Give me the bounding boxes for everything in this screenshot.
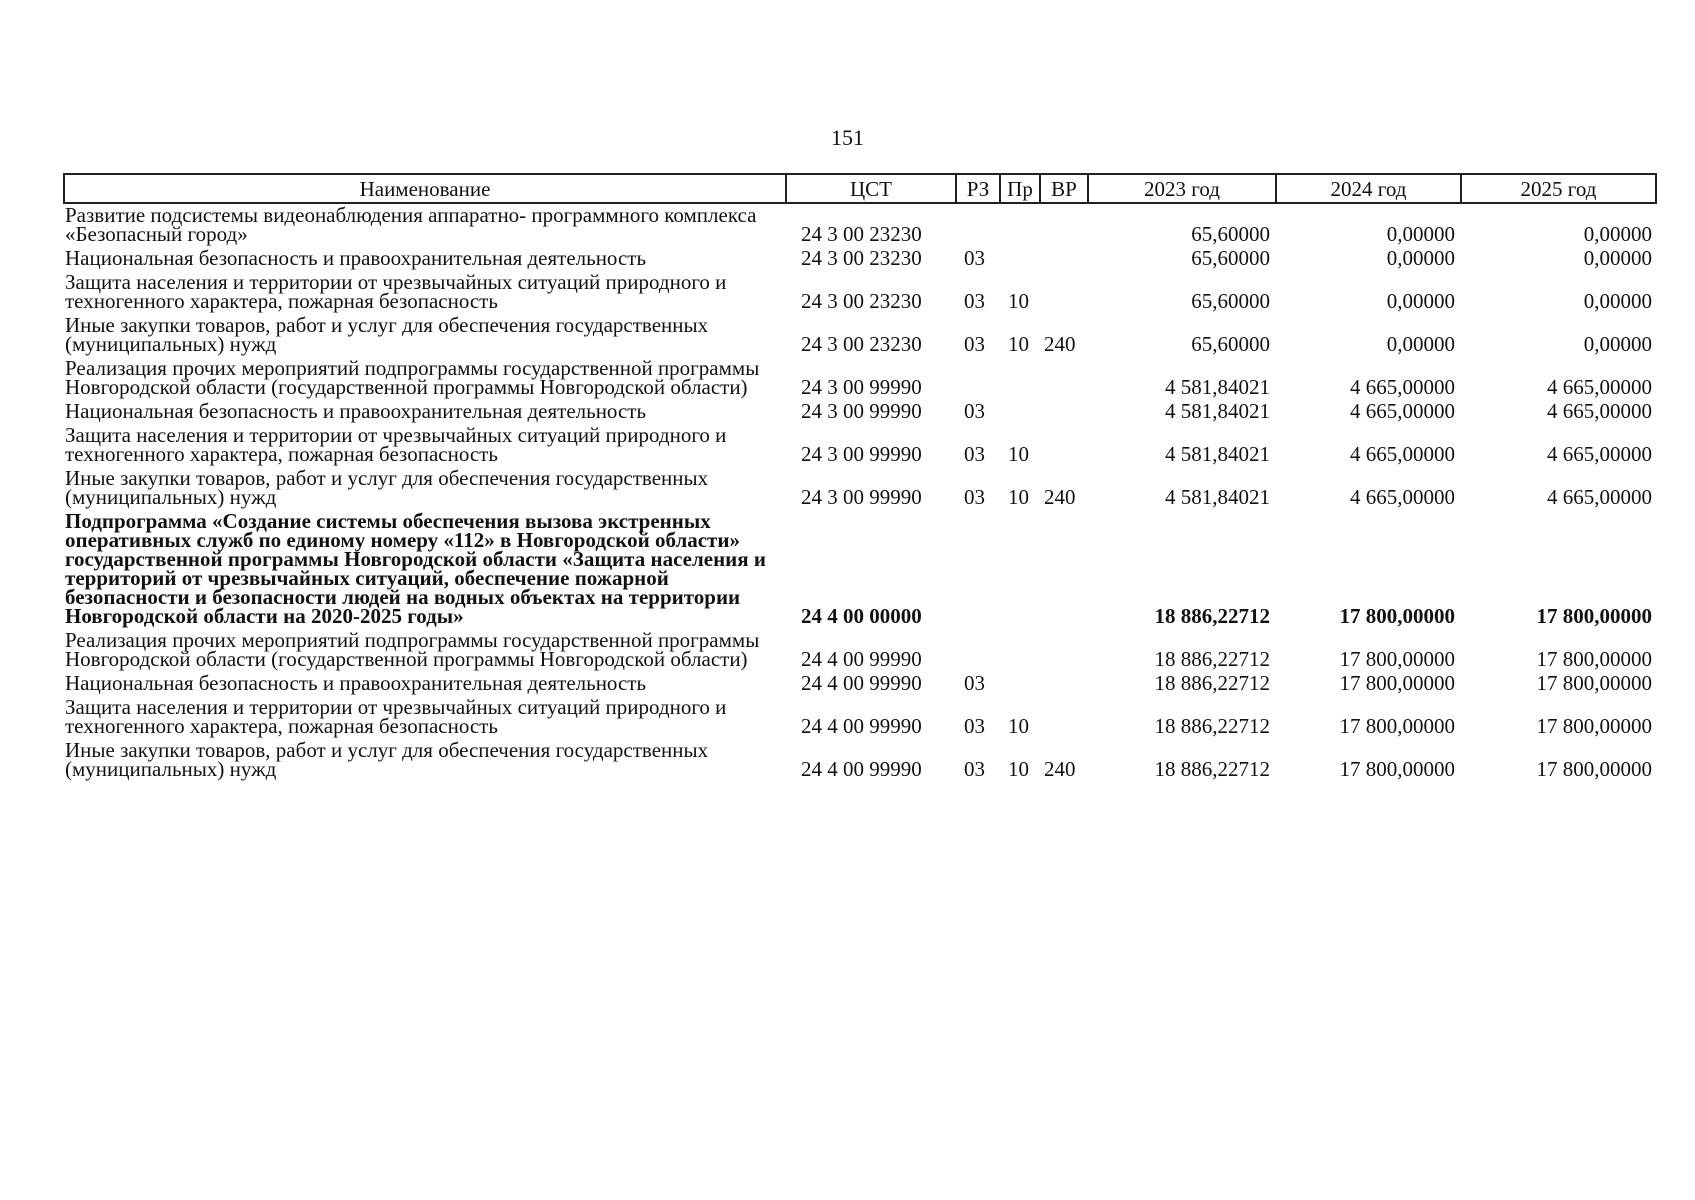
cell-2023: 65,60000: [1191, 246, 1270, 270]
cell-cst: 24 4 00 99990: [801, 714, 922, 738]
table-row: [64, 629, 1656, 672]
cell-2025: 17 800,00000: [1536, 671, 1652, 695]
cell-rz: 03: [964, 757, 985, 781]
cell-cst: 24 4 00 00000: [801, 604, 922, 628]
cell-vr: 240: [1044, 332, 1076, 356]
cell-cst: 24 3 00 99990: [801, 442, 922, 466]
cell-2024: 17 800,00000: [1339, 647, 1455, 671]
cell-name: Национальная безопасность и правоохранительная деятельность: [65, 671, 647, 695]
cell-rz: [956, 357, 1000, 400]
cell-pr: [1000, 672, 1040, 696]
cell-vr: [1040, 400, 1088, 424]
header-rz: РЗ: [956, 174, 1000, 203]
table-row: [64, 400, 1656, 424]
cell-rz: 03: [964, 289, 985, 313]
cell-2025: 4 665,00000: [1547, 485, 1652, 509]
table-row: [64, 696, 1656, 739]
cell-2024: 4 665,00000: [1350, 485, 1455, 509]
cell-vr: [1040, 629, 1088, 672]
cell-cst: 24 4 00 99990: [801, 671, 922, 695]
cell-name: Национальная безопасность и правоохранительная деятельность: [65, 246, 647, 270]
cell-cst: 24 3 00 23230: [801, 246, 922, 270]
cell-2025: 4 665,00000: [1547, 442, 1652, 466]
table-row: [64, 314, 1656, 357]
cell-cst: 24 3 00 23230: [801, 289, 922, 313]
header-pr: Пр: [1000, 174, 1040, 203]
cell-cst: 24 4 00 99990: [801, 757, 922, 781]
cell-2024: 0,00000: [1386, 246, 1455, 270]
budget-table-container: [63, 173, 1655, 782]
cell-pr: [1000, 510, 1040, 629]
cell-2025: 0,00000: [1583, 222, 1652, 246]
cell-vr: [1040, 203, 1088, 247]
cell-2023: 4 581,84021: [1165, 442, 1270, 466]
header-vr: ВР: [1040, 174, 1088, 203]
cell-vr: [1040, 357, 1088, 400]
cell-2023: 18 886,22712: [1154, 604, 1270, 628]
cell-2025: 17 800,00000: [1536, 604, 1652, 628]
cell-vr: [1040, 696, 1088, 739]
cell-cst: 24 3 00 99990: [801, 375, 922, 399]
cell-rz: 03: [964, 332, 985, 356]
cell-rz: 03: [964, 246, 985, 270]
cell-vr: [1040, 247, 1088, 271]
header-name: Наименование: [64, 174, 786, 203]
cell-2023: 4 581,84021: [1165, 399, 1270, 423]
cell-vr: [1040, 510, 1088, 629]
cell-vr: 240: [1044, 485, 1076, 509]
cell-2023: 18 886,22712: [1154, 757, 1270, 781]
cell-name: Развитие подсистемы видеонаблюдения аппаратно- программного комплекса «Безопасный город»: [65, 203, 757, 246]
cell-name: Защита населения и территории от чрезвычайных ситуаций природного и техногенного характера, пожарная безопасность: [65, 270, 727, 313]
header-row: [64, 174, 1656, 203]
cell-pr: 10: [1008, 485, 1029, 509]
cell-pr: [1000, 629, 1040, 672]
table-header: [64, 174, 1656, 203]
header-2025: 2025 год: [1461, 174, 1656, 203]
cell-rz: [956, 203, 1000, 247]
cell-name: Защита населения и территории от чрезвычайных ситуаций природного и техногенного характера, пожарная безопасность: [65, 695, 727, 738]
table-row: [64, 271, 1656, 314]
cell-2025: 4 665,00000: [1547, 399, 1652, 423]
cell-rz: [956, 629, 1000, 672]
cell-2025: 4 665,00000: [1547, 375, 1652, 399]
cell-2023: 18 886,22712: [1154, 671, 1270, 695]
cell-2024: 17 800,00000: [1339, 604, 1455, 628]
cell-2025: 17 800,00000: [1536, 647, 1652, 671]
table-row: [64, 424, 1656, 467]
cell-cst: 24 4 00 99990: [801, 647, 922, 671]
cell-cst: 24 3 00 99990: [801, 399, 922, 423]
cell-pr: 10: [1008, 757, 1029, 781]
cell-name: Иные закупки товаров, работ и услуг для обеспечения государственных (муниципальных) нужд: [65, 313, 709, 356]
cell-name: Защита населения и территории от чрезвычайных ситуаций природного и техногенного характера, пожарная безопасность: [65, 423, 727, 466]
cell-2025: 0,00000: [1583, 332, 1652, 356]
cell-pr: [1000, 357, 1040, 400]
cell-2023: 4 581,84021: [1165, 375, 1270, 399]
cell-pr: 10: [1008, 332, 1029, 356]
cell-2024: 4 665,00000: [1350, 399, 1455, 423]
cell-2025: 0,00000: [1583, 246, 1652, 270]
cell-rz: 03: [964, 485, 985, 509]
cell-2025: 17 800,00000: [1536, 714, 1652, 738]
table-row: [64, 357, 1656, 400]
cell-cst: 24 3 00 99990: [801, 485, 922, 509]
table-body: [64, 203, 1656, 782]
cell-vr: [1040, 271, 1088, 314]
cell-pr: 10: [1008, 289, 1029, 313]
cell-pr: [1000, 400, 1040, 424]
cell-cst: 24 3 00 23230: [801, 222, 922, 246]
table-row: [64, 467, 1656, 510]
cell-2025: 17 800,00000: [1536, 757, 1652, 781]
table-row: [64, 247, 1656, 271]
cell-rz: 03: [964, 442, 985, 466]
cell-vr: 240: [1044, 757, 1076, 781]
cell-2024: 17 800,00000: [1339, 714, 1455, 738]
cell-vr: [1040, 424, 1088, 467]
cell-pr: 10: [1008, 442, 1029, 466]
cell-name: Иные закупки товаров, работ и услуг для обеспечения государственных (муниципальных) нужд: [65, 466, 709, 509]
cell-2023: 4 581,84021: [1165, 485, 1270, 509]
cell-2024: 0,00000: [1386, 222, 1455, 246]
cell-vr: [1040, 672, 1088, 696]
cell-2024: 0,00000: [1386, 289, 1455, 313]
page-number: 151: [831, 125, 864, 150]
cell-rz: 03: [964, 399, 985, 423]
table-row: [64, 739, 1656, 782]
header-2024: 2024 год: [1276, 174, 1461, 203]
cell-2023: 65,60000: [1191, 289, 1270, 313]
header-2023: 2023 год: [1088, 174, 1276, 203]
cell-name: Подпрограмма «Создание системы обеспечения вызова экстренных оперативных служб по единому номеру «112» в Новгородской области» государственной программы Новгородской области «Защита населения и территорий от чрезвычайных ситуаций, обеспечение пожарной безопасности и безопасности людей на водных объектах на территории Новгородской области на 2020-2025 годы»: [65, 509, 766, 628]
cell-2023: 65,60000: [1191, 332, 1270, 356]
cell-name: Реализация прочих мероприятий подпрограммы государственной программы Новгородской области (государственной программы Новгородской области): [65, 628, 760, 671]
budget-table: [63, 173, 1657, 782]
table-row: [64, 203, 1656, 247]
cell-rz: 03: [964, 671, 985, 695]
cell-2025: 0,00000: [1583, 289, 1652, 313]
cell-name: Иные закупки товаров, работ и услуг для обеспечения государственных (муниципальных) нужд: [65, 738, 709, 781]
cell-rz: 03: [964, 714, 985, 738]
cell-pr: [1000, 203, 1040, 247]
header-cst: ЦСТ: [786, 174, 956, 203]
cell-pr: 10: [1008, 714, 1029, 738]
cell-2023: 18 886,22712: [1154, 714, 1270, 738]
table-row: [64, 672, 1656, 696]
cell-name: Национальная безопасность и правоохранительная деятельность: [65, 399, 647, 423]
cell-2024: 17 800,00000: [1339, 671, 1455, 695]
cell-2024: 4 665,00000: [1350, 375, 1455, 399]
cell-rz: [956, 510, 1000, 629]
cell-cst: 24 3 00 23230: [801, 332, 922, 356]
cell-2024: 17 800,00000: [1339, 757, 1455, 781]
table-row-subprogram: [64, 510, 1656, 629]
cell-2024: 0,00000: [1386, 332, 1455, 356]
cell-2024: 4 665,00000: [1350, 442, 1455, 466]
cell-2023: 18 886,22712: [1154, 647, 1270, 671]
cell-2023: 65,60000: [1191, 222, 1270, 246]
cell-pr: [1000, 247, 1040, 271]
cell-name: Реализация прочих мероприятий подпрограммы государственной программы Новгородской области (государственной программы Новгородской области): [65, 356, 760, 399]
